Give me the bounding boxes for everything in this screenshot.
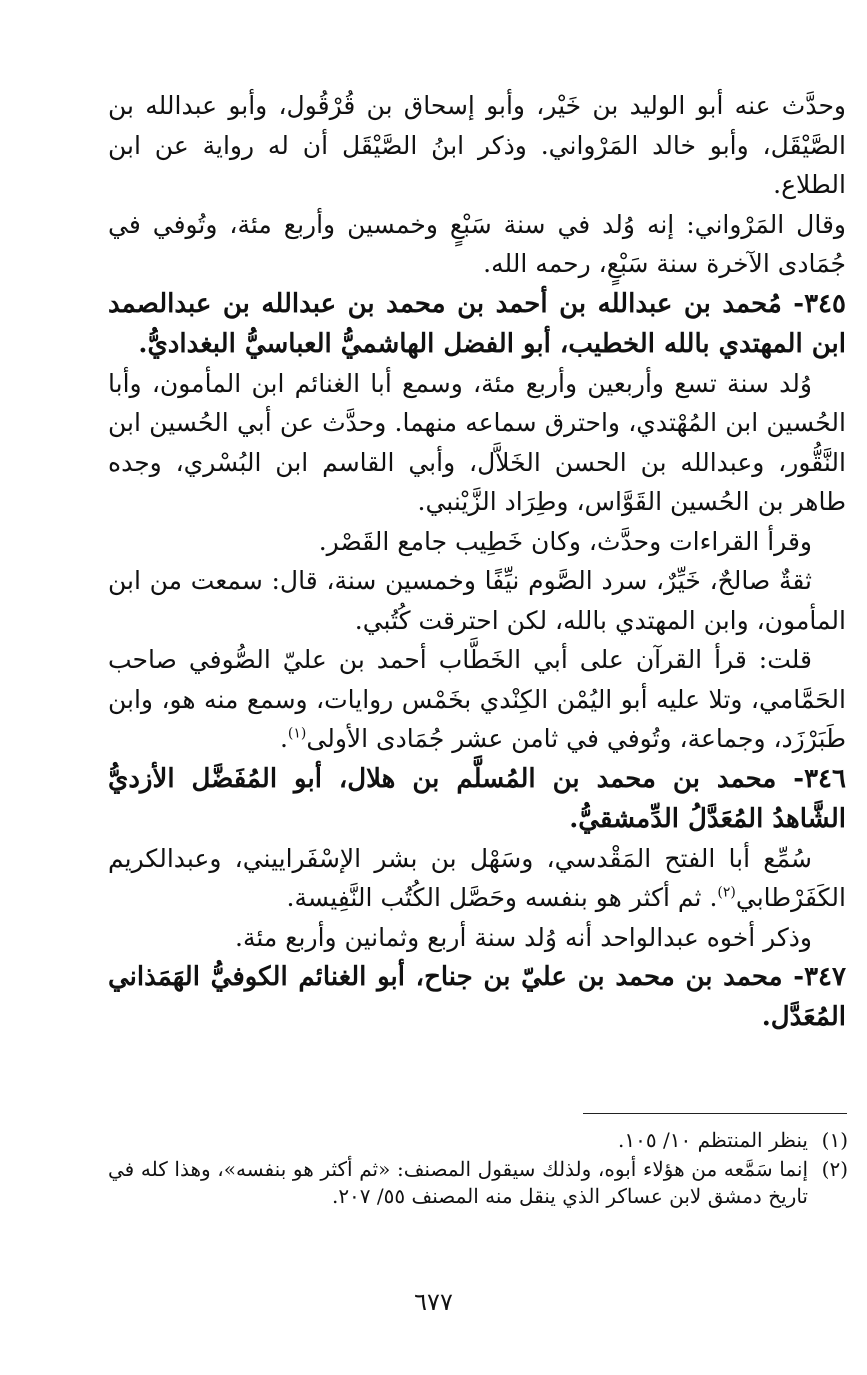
paragraph: وقال المَرْواني: إنه وُلد في سنة سَبْعٍ وخمسين وأربع مئة، وتُوفي في جُمَادى الآخرة سنة سَبْعٍ، رحمه الله.: [108, 209, 846, 278]
entry-number: ٣٤٦-: [793, 763, 846, 794]
footnote-text: إنما سَمَّعه من هؤلاء أبوه، ولذلك سيقول المصنف: «ثم أكثر هو بنفسه»، وهذا كله في تاريخ دمشق لابن عساكر الذي ينقل منه المصنف ٥٥/ ٢٠٧.: [108, 1157, 808, 1208]
paragraph: [108, 640, 846, 759]
footnotes: [108, 1127, 848, 1212]
footnote: [108, 1156, 848, 1210]
paragraph: ثقةٌ صالحٌ، خَيِّرٌ، سرد الصَّوم نيِّفًا وخمسين سنة، قال: سمعت من ابن المأمون، وابن المهتدي بالله، لكن احترقت كُتُبي.: [108, 566, 846, 635]
entry-heading-347: [108, 957, 846, 1037]
entry-title: محمد بن محمد بن عليّ بن جناح، أبو الغنائم الكوفيُّ الهَمَذاني المُعَدَّل.: [108, 962, 846, 1032]
footnote-ref[interactable]: (١): [287, 725, 307, 742]
paragraph-end: .: [279, 724, 288, 753]
footnote-divider: [583, 1113, 847, 1114]
paragraph: وحدَّث عنه أبو الوليد بن خَيْر، وأبو إسحاق بن قُرْقُول، وأبو عبدالله بن الصَّيْقَل، وأبو خالد المَرْواني. وذكر ابنُ الصَّيْقَل أن له رواية عن ابن الطلاع.: [108, 91, 846, 199]
paragraph: [108, 839, 846, 918]
paragraph: وقرأ القراءات وحدَّث، وكان خَطِيب جامع القَصْر.: [318, 526, 812, 556]
paragraph: وذكر أخوه عبدالواحد أنه وُلد سنة أربع وثمانين وأربع مئة.: [235, 922, 812, 952]
paragraph-text: سُمِّع أبا الفتح المَقْدسي، وسَهْل بن بشر الإسْفَراييني، وعبدالكريم الكَفَرْطابي: [108, 843, 846, 912]
main-text: [108, 86, 846, 1037]
paragraph-text: . ثم أكثر هو بنفسه وحَصَّل الكُتُب النَّفِيسة.: [286, 883, 718, 912]
entry-number: ٣٤٧-: [793, 962, 846, 992]
footnote-text: ينظر المنتظم ١٠/ ١٠٥.: [618, 1128, 808, 1152]
paragraph-text: قلت: قرأ القرآن على أبي الخَطَّاب أحمد بن عليّ الصُّوفي صاحب الحَمَّامي، وتلا عليه أبو اليُمْن الكِنْدي بخَمْس روايات، وسمع منه هو، وابن طَبَرْزَد، وجماعة، وتُوفي في ثامن عشر جُمَادى الأولى: [108, 645, 846, 753]
footnote-ref[interactable]: (٢): [717, 884, 736, 901]
footnote-number: (١): [821, 1128, 848, 1152]
entry-number: ٣٤٥-: [793, 288, 846, 319]
entry-heading-345: [108, 284, 846, 364]
entry-heading-346: [108, 759, 846, 839]
footnote: [108, 1127, 848, 1154]
entry-title: مُحمد بن عبدالله بن أحمد بن محمد بن عبدالله بن عبدالصمد ابن المهتدي بالله الخطيب، أبو الفضل الهاشميُّ العباسيُّ البغداديُّ.: [108, 288, 846, 359]
footnote-number: (٢): [821, 1157, 848, 1181]
page-number: ٦٧٧: [414, 1288, 453, 1316]
paragraph: وُلد سنة تسع وأربعين وأربع مئة، وسمع أبا الغنائم ابن المأمون، وأبا الحُسين ابن المُهْتدي، واحترق سماعه منهما. وحدَّث عن أبي الحُسين ابن النَّقُّور، وعبدالله بن الحسن الخَلاَّل، وأبي القاسم ابن البُسْري، وجده طاهر بن الحُسين القَوَّاس، وطِرَاد الزَّيْنبي.: [108, 368, 846, 516]
entry-title: محمد بن محمد بن المُسلَّم بن هلال، أبو المُفَضَّل الأزديُّ الشَّاهدُ المُعَدَّلُ الدِّمشقيُّ.: [108, 763, 846, 834]
